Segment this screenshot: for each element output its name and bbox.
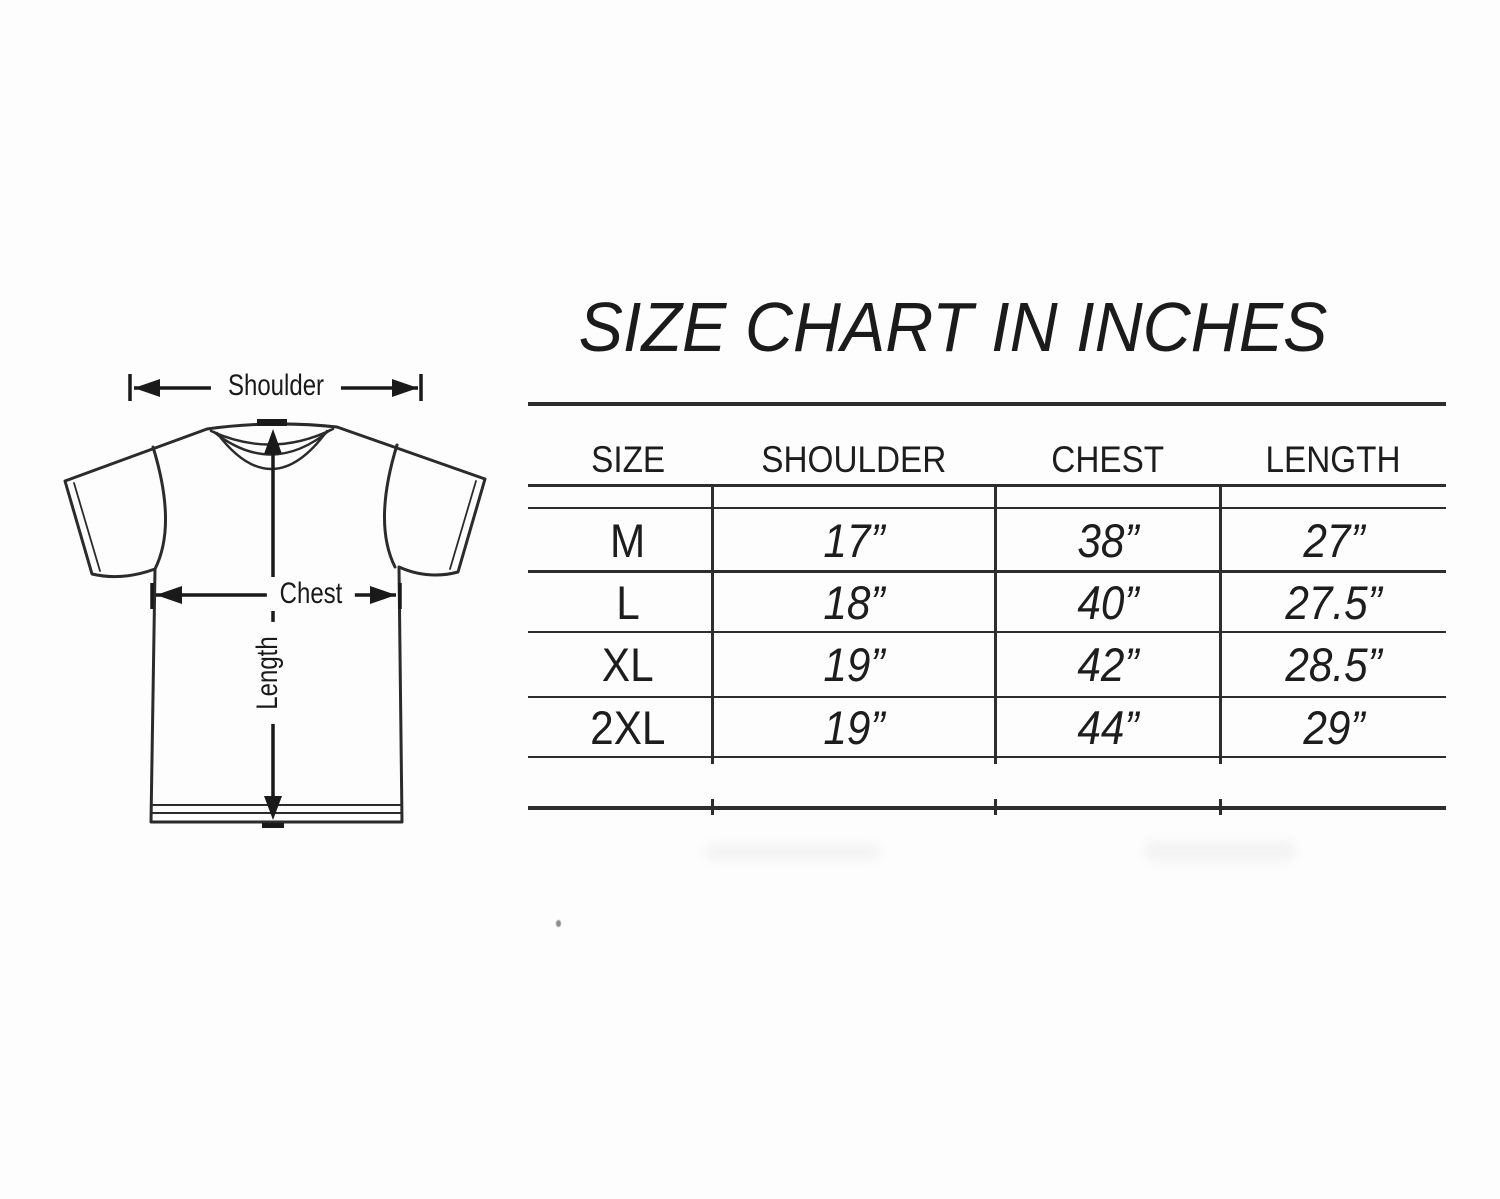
value-2xl-shoulder: 19”: [822, 700, 885, 754]
value-2xl-chest: 44”: [1077, 700, 1139, 754]
size-label-2xl: [528, 697, 728, 757]
length-label: [251, 622, 285, 724]
length-label-text: Length: [251, 636, 284, 710]
value-m-length: 27”: [1302, 513, 1365, 567]
size-label-l: [528, 572, 728, 632]
shoulder-arrowhead-right: [392, 379, 418, 397]
value-m-chest: 38”: [1077, 513, 1139, 567]
shoulder-label: [211, 369, 341, 403]
scan-smudge-2: [1145, 840, 1295, 862]
value-l-chest: 40”: [1077, 575, 1139, 629]
size-label-m-text: M: [610, 513, 646, 567]
value-2xl-length: 29”: [1302, 700, 1365, 754]
length-bottom-tick: [262, 823, 284, 828]
length-arrowhead-bottom: [264, 796, 282, 820]
scan-speck: [556, 920, 561, 927]
shoulder-label-text: Shoulder: [227, 369, 325, 402]
collar-top-tick: [257, 419, 287, 426]
scan-smudge-1: [705, 843, 880, 861]
size-label-xl-text: XL: [602, 638, 654, 691]
length-arrowhead-top: [264, 429, 282, 454]
chest-label-text: Chest: [279, 577, 343, 610]
column-header-chest: [995, 418, 1221, 502]
column-header-size-text: SIZE: [590, 439, 666, 480]
value-l-length: 27.5”: [1285, 575, 1382, 629]
table-divider-stub-2: [994, 799, 997, 815]
page-title-text: SIZE CHART IN INCHES: [578, 288, 1328, 366]
size-label-l-text: L: [616, 575, 640, 629]
chest-arrowhead-left: [156, 586, 182, 604]
column-header-chest-text: CHEST: [1051, 439, 1165, 480]
value-xl-shoulder: 19”: [822, 638, 885, 691]
table-divider-stub-1: [711, 799, 714, 815]
column-header-length-text: LENGTH: [1265, 439, 1402, 480]
value-xl-length: 28.5”: [1285, 638, 1382, 691]
size-label-m: [528, 508, 728, 572]
table-top-line: [528, 402, 1446, 406]
column-header-size: [528, 418, 728, 502]
chest-arrowhead-right: [370, 586, 396, 604]
value-l-shoulder: 18”: [822, 575, 885, 629]
shoulder-arrowhead-left: [134, 379, 160, 397]
table-divider-stub-3: [1219, 799, 1222, 815]
right-armhole-seam: [384, 445, 397, 567]
size-label-2xl-text: 2XL: [590, 700, 666, 754]
size-label-xl: [528, 632, 728, 697]
page-title: [559, 288, 1347, 366]
value-m-shoulder: 17”: [822, 513, 885, 567]
column-header-shoulder-text: SHOULDER: [760, 439, 947, 480]
column-header-length: [1221, 418, 1446, 502]
table-bottom-line: [528, 806, 1446, 810]
chest-label: [267, 577, 355, 611]
column-header-shoulder: [712, 418, 995, 502]
left-armhole-seam: [153, 447, 166, 569]
value-xl-chest: 42”: [1077, 638, 1139, 691]
